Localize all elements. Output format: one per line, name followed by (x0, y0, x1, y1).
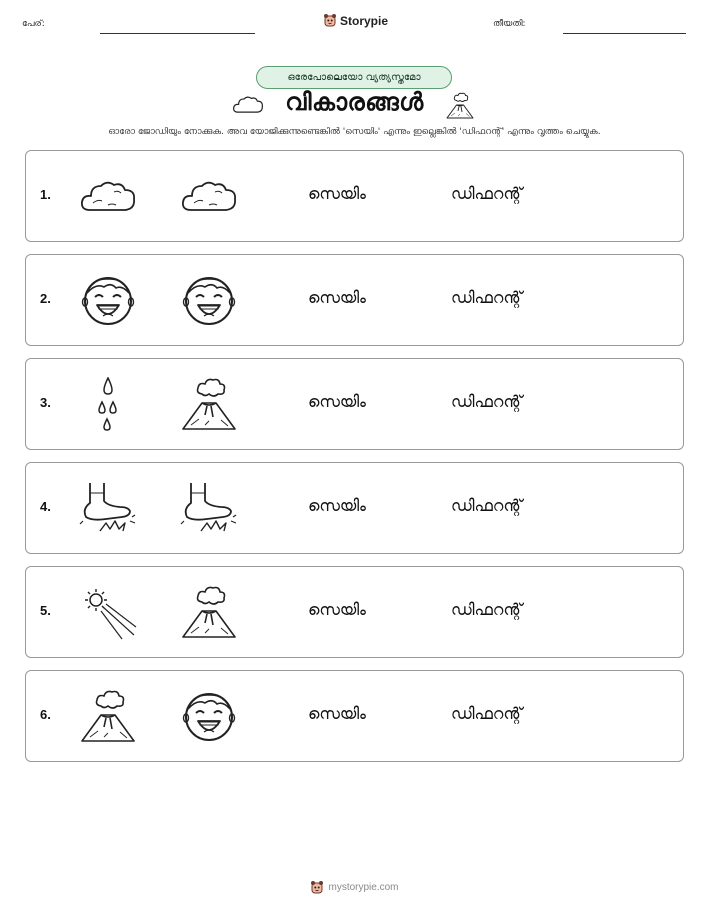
different-option[interactable]: ഡിഫറന്റ് (451, 704, 523, 723)
exercise-row-3 (25, 358, 684, 450)
same-option[interactable]: സെയിം (308, 600, 366, 619)
exercise-row-5 (25, 566, 684, 658)
volcano-icon (78, 689, 138, 745)
brand (323, 13, 388, 28)
stomping-foot-icon (179, 481, 239, 537)
footer (0, 880, 709, 895)
cloud-icon (179, 169, 239, 225)
volcano-icon (179, 585, 239, 641)
volcano-icon (179, 377, 239, 433)
same-option[interactable]: സെയിം (308, 288, 366, 307)
same-option[interactable]: സെയിം (308, 184, 366, 203)
water-drops-icon (78, 377, 138, 433)
different-option[interactable]: ഡിഫറന്റ് (451, 288, 523, 307)
row-number: 1. (40, 187, 51, 202)
different-option[interactable]: ഡിഫറന്റ് (451, 392, 523, 411)
row-number: 4. (40, 499, 51, 514)
same-option[interactable]: സെയിം (308, 392, 366, 411)
storypie-mascot-icon (323, 13, 337, 28)
different-option[interactable]: ഡിഫറന്റ് (451, 184, 523, 203)
same-option[interactable]: സെയിം (308, 496, 366, 515)
cloud-icon (78, 169, 138, 225)
storypie-mascot-icon (310, 880, 324, 895)
different-option[interactable]: ഡിഫറന്റ് (451, 496, 523, 515)
row-number: 2. (40, 291, 51, 306)
different-option[interactable]: ഡിഫറന്റ് (451, 600, 523, 619)
volcano-icon (446, 91, 474, 121)
date-line[interactable] (563, 33, 686, 34)
instruction-text: ഓരോ ജോഡിയും നോക്കുക. അവ യോജിക്കുന്നുണ്ടെങ്കിൽ 'സെയിം' എന്നും ഇല്ലെങ്കിൽ 'ഡിഫറന്റ്' എന്നും വൃത്തം ചെയ്യുക. (108, 127, 601, 137)
name-label: പേര്: (22, 19, 45, 29)
exercise-row-6 (25, 670, 684, 762)
sun-rays-icon (78, 585, 138, 641)
exercise-row-1 (25, 150, 684, 242)
stomping-foot-icon (78, 481, 138, 537)
same-or-different-badge: ഒരേപോലെയോ വ്യത്യസ്തമോ (256, 66, 452, 89)
page-title: വികാരങ്ങൾ (285, 88, 424, 116)
footer-url[interactable]: mystorypie.com (328, 882, 399, 893)
row-number: 5. (40, 603, 51, 618)
name-line[interactable] (100, 33, 255, 34)
laughing-face-icon (78, 273, 138, 329)
exercise-row-2 (25, 254, 684, 346)
laughing-face-icon (179, 273, 239, 329)
exercise-row-4 (25, 462, 684, 554)
laughing-face-icon (179, 689, 239, 745)
date-label: തീയതി: (493, 19, 526, 29)
row-number: 3. (40, 395, 51, 410)
cloud-icon (231, 94, 265, 116)
row-number: 6. (40, 707, 51, 722)
same-option[interactable]: സെയിം (308, 704, 366, 723)
brand-name: Storypie (340, 13, 389, 28)
